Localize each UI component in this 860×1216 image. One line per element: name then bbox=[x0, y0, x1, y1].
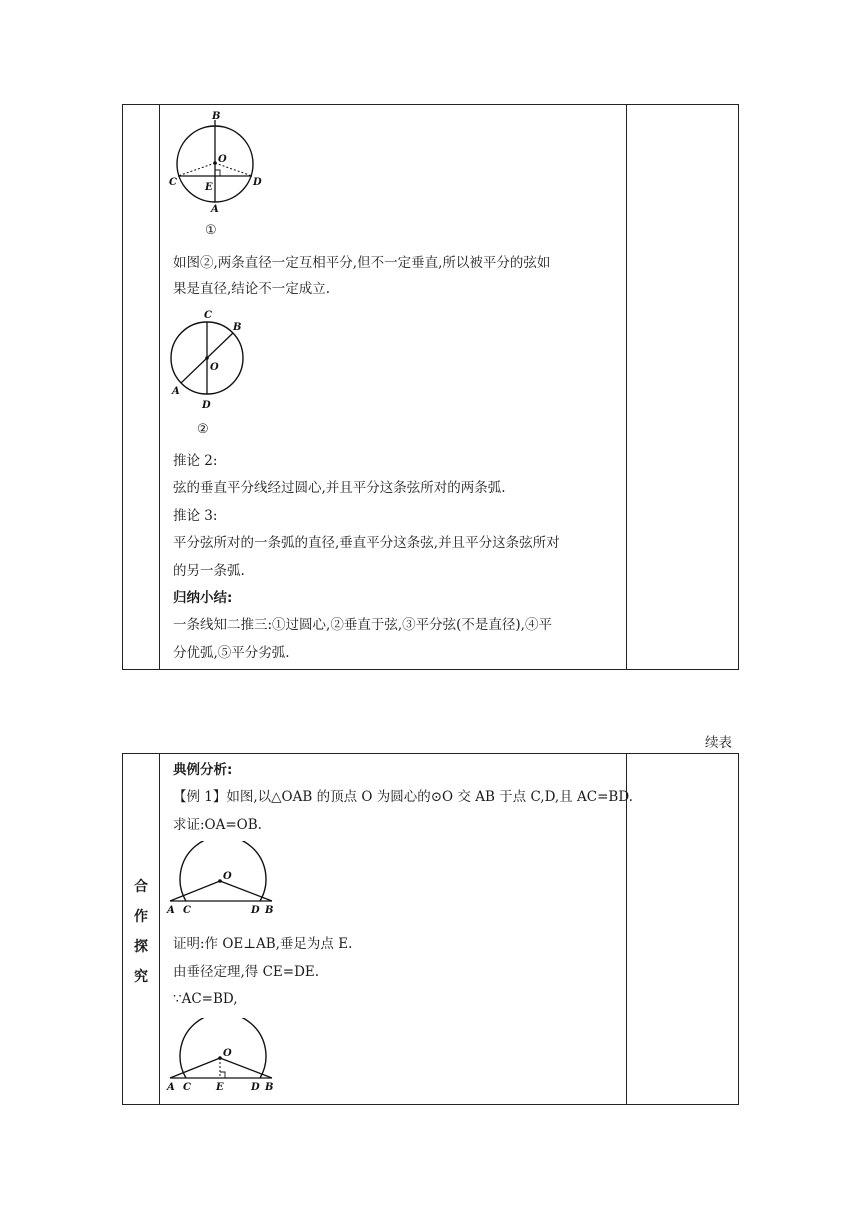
example-line-2: 求证:OA=OB. bbox=[173, 817, 262, 833]
fig1-right-angle bbox=[215, 170, 220, 176]
corollary-3-line-1: 平分弦所对的一条弧的直径,垂直平分这条弦,并且平分这条弦所对 bbox=[173, 535, 560, 551]
fig2-label-b: B bbox=[233, 322, 242, 333]
fig2-label-o: O bbox=[210, 362, 219, 373]
section-char-3: 探 bbox=[134, 939, 148, 955]
fig3-label-o: O bbox=[223, 871, 232, 882]
corollary-2-text: 弦的垂直平分线经过圆心,并且平分这条弦所对的两条弧. bbox=[173, 480, 506, 496]
figure-2-caption: ② bbox=[197, 422, 209, 437]
fig2-label-c: C bbox=[204, 310, 212, 321]
column-divider-left bbox=[159, 105, 160, 669]
fig4-label-d: D bbox=[251, 1082, 260, 1093]
section-char-2: 作 bbox=[134, 909, 148, 925]
section-label-cooperative-inquiry bbox=[123, 872, 159, 992]
proof-line-1: 证明:作 OE⊥AB,垂足为点 E. bbox=[173, 936, 353, 952]
paragraph-line-1: 如图②,两条直径一定互相平分,但不一定垂直,所以被平分的弦如 bbox=[173, 255, 551, 271]
fig4-label-e: E bbox=[216, 1082, 224, 1093]
fig3-label-d: D bbox=[251, 905, 260, 916]
summary-title: 归纳小结: bbox=[173, 590, 233, 606]
corollary-2-title: 推论 2: bbox=[173, 453, 218, 469]
figure-1-caption: ① bbox=[205, 223, 217, 238]
fig2-center-dot bbox=[205, 356, 209, 360]
fig1-center-dot bbox=[213, 161, 217, 165]
proof-line-2: 由垂径定理,得 CE=DE. bbox=[173, 964, 320, 980]
fig3-label-c: C bbox=[183, 905, 191, 916]
example-line-1: 【例 1】如图,以△OAB 的顶点 O 为圆心的⊙O 交 AB 于点 C,D,且 AC=BD. bbox=[173, 789, 633, 805]
fig1-label-d: D bbox=[253, 177, 262, 188]
fig3-center-dot bbox=[218, 879, 222, 883]
proof-line-3: ∵AC=BD, bbox=[173, 991, 238, 1007]
continued-label: 续表 bbox=[705, 735, 732, 751]
fig3-label-b: B bbox=[265, 905, 274, 916]
fig4-center-dot bbox=[218, 1056, 222, 1060]
fig4-label-o: O bbox=[223, 1048, 232, 1059]
paragraph-line-2: 果是直径,结论不一定成立. bbox=[173, 281, 331, 297]
summary-line-1: 一条线知二推三:①过圆心,②垂直于弦,③平分弦(不是直径),④平 bbox=[173, 617, 552, 633]
fig1-label-a: A bbox=[211, 204, 219, 214]
corollary-3-line-2: 的另一条弧. bbox=[173, 563, 245, 579]
figure-3-triangle-circle bbox=[165, 841, 277, 921]
fig2-label-a: A bbox=[172, 386, 180, 397]
fig1-label-e: E bbox=[205, 182, 213, 193]
figure-2-two-diameters bbox=[167, 308, 257, 412]
fig4-label-c: C bbox=[183, 1082, 191, 1093]
fig3-segment-oa bbox=[170, 881, 220, 901]
column-divider-right bbox=[626, 754, 627, 1104]
fig4-label-a: A bbox=[167, 1082, 175, 1093]
fig4-label-b: B bbox=[265, 1082, 274, 1093]
section-char-4: 究 bbox=[134, 969, 148, 985]
figure-1-circle-chord bbox=[167, 110, 267, 214]
fig1-label-c: C bbox=[169, 177, 177, 188]
fig2-label-d: D bbox=[202, 400, 211, 411]
corollary-3-title: 推论 3: bbox=[173, 508, 218, 524]
fig4-segment-oa bbox=[170, 1058, 220, 1078]
fig4-right-angle bbox=[220, 1072, 225, 1078]
summary-line-2: 分优弧,⑤平分劣弧. bbox=[173, 645, 290, 661]
column-divider-right bbox=[626, 105, 627, 669]
section-char-1: 合 bbox=[134, 879, 148, 895]
column-divider-left bbox=[159, 754, 160, 1104]
figure-4-triangle-circle-perpendicular bbox=[165, 1018, 277, 1100]
example-title: 典例分析: bbox=[173, 762, 233, 778]
fig1-radius-oc bbox=[178, 163, 215, 176]
fig3-label-a: A bbox=[167, 905, 175, 916]
fig1-label-o: O bbox=[218, 154, 227, 165]
fig1-label-b: B bbox=[212, 111, 221, 122]
